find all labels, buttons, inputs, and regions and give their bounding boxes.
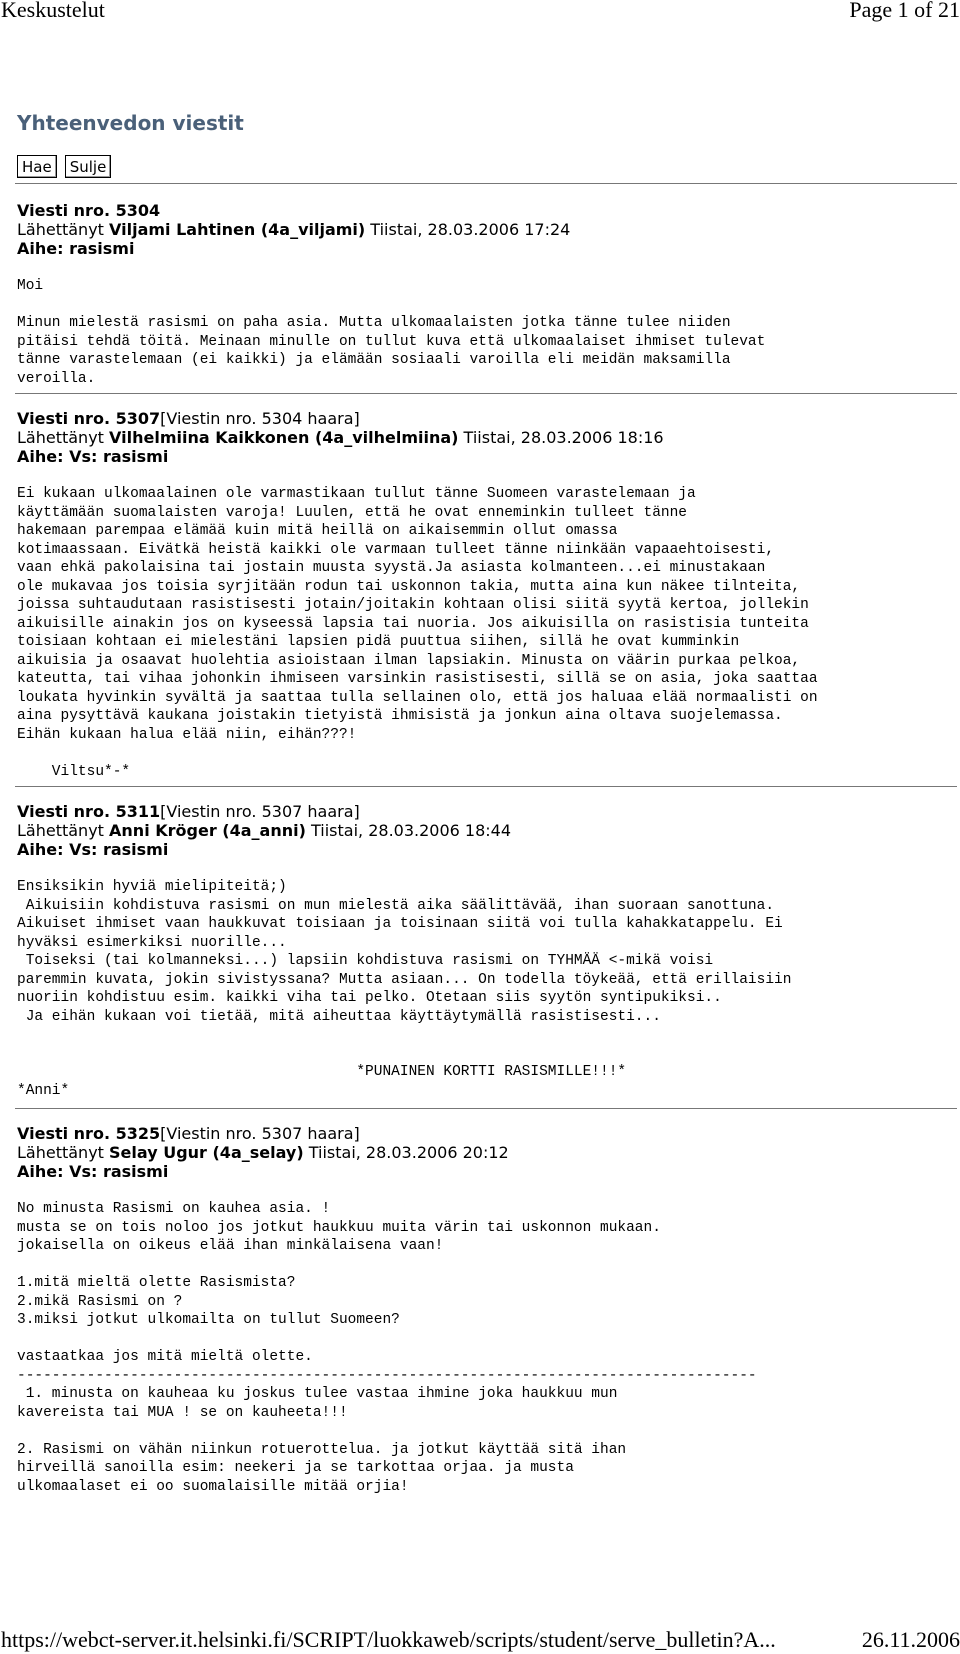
message-author: Viljami Lahtinen (4a_viljami) [109,220,366,239]
message-subject: Aihe: Vs: rasismi [17,447,169,466]
message-body: Ei kukaan ulkomaalainen ole varmastikaan tullut tänne Suomeen varastelemaan ja käyttämään suomalaisten varoja! Luulen, että he ovat enneminkin tulleet tänne hakemaan parempaa elämää kuin mitä heillä on aikaisemmin ollut omassa kotimaassaan. Eivätkä heistä kaikki ole varmaan tulleet tänne niinkään vapaaehtoisesti, vaan ehkä pakolaisina tai jostain muusta syystä.Ja asiasta kolmanteen...ei minustakaan ole mukavaa jos toisia syrjitään rodun tai uskonnon takia, mutta aina kun näkee tilnteita, joissa suhtaudutaan rasistisesti jotain/joitakin kohtaan olisi siitä syytä kertoa, jollekin aikuisille ainakin jos on kyseessä lapsia tai nuoria. Jos aikuisilla on rasistisia tunteita toisiaan kohtaan ei mielestäni lapsien pidä puuttua siihen, sillä he ovat kumminkin aikuisia ja osaavat huolehtia asioistaan ilman lapsiakin. Minusta on väärin purkaa pelkoa, kateutta, tai vihaa johonkin ihmiseen varsinkin rasistisesti, sillä se on asia, joka saattaa loukata hyvinkin syvältä ja saattaa tulla sellainen olo, että jos haluaa elää normaalisti on aina pysyttävä kaukana joistakin tietyistä ihmisistä ja jonkun aina oltava suojelemassa. Eihän kukaan halua elää niin, eihän???! Viltsu*-* [17,486,818,780]
message-subject: Aihe: Vs: rasismi [17,840,169,859]
message-sender: Lähettänyt Vilhelmiina Kaikkonen (4a_vilhelmiina) Tiistai, 28.03.2006 18:16 [17,428,664,447]
message-date: Tiistai, 28.03.2006 20:12 [303,1143,509,1162]
message-number: Viesti nro. 5325[Viestin nro. 5307 haara] [17,1124,360,1143]
message-body: No minusta Rasismi on kauhea asia. ! musta se on tois noloo jos jotkut haukkuu muita värin tai uskonnon mukaan. jokaisella on oikeus elää ihan minkälaisena vaan! 1.mitä mieltä olette Rasismista? 2.mikä Rasismi on ? 3.miksi jotkut ulkomailta on tullut Suomeen? vastaatkaa jos mitä mieltä olette. ------------------------------------------------------------------------------------- 1. minusta on kauheaa ku joskus tulee vastaa ihmine joka haukkuu mun kavereista tai MUA ! se on kauheeta!!! 2. Rasismi on vähän niinkun rotuerottelua. ja jotkut käyttää sitä ihan hirveillä sanoilla esim: neekeri ja se tarkottaa orjaa. ja musta ulkomaalaset ei oo suomalaisille mitää orjia! [17,1201,757,1495]
print-header-page: Page 1 of 21 [849,0,960,22]
print-header [0,0,960,22]
divider [15,393,957,394]
message-sender: Lähettänyt Selay Ugur (4a_selay) Tiistai, 28.03.2006 20:12 [17,1143,509,1162]
divider [15,183,957,184]
message-author: Selay Ugur (4a_selay) [109,1143,304,1162]
message-5304 [17,201,960,388]
main-content [17,108,960,1496]
close-button[interactable]: Sulje [65,155,112,178]
message-subject: Aihe: Vs: rasismi [17,1162,169,1181]
message-5307 [17,409,960,781]
message-5325 [17,1124,960,1496]
message-sender: Lähettänyt Anni Kröger (4a_anni) Tiistai, 28.03.2006 18:44 [17,821,512,840]
message-number: Viesti nro. 5304 [17,201,161,220]
button-row [17,155,960,179]
message-author: Anni Kröger (4a_anni) [109,821,306,840]
message-date: Tiistai, 28.03.2006 18:44 [305,821,512,840]
message-subject: Aihe: rasismi [17,239,135,258]
search-button[interactable]: Hae [17,155,57,178]
print-footer-url: https://webct-server.it.helsinki.fi/SCRIPT/luokkaweb/scripts/student/serve_bulletin?A... [1,1627,776,1652]
message-number: Viesti nro. 5311[Viestin nro. 5307 haara] [17,802,360,821]
divider [15,1108,957,1109]
message-date: Tiistai, 28.03.2006 17:24 [365,220,571,239]
message-sender: Lähettänyt Viljami Lahtinen (4a_viljami) Tiistai, 28.03.2006 17:24 [17,220,571,239]
divider [15,786,957,787]
message-number: Viesti nro. 5307[Viestin nro. 5304 haara] [17,409,360,428]
message-author: Vilhelmiina Kaikkonen (4a_vilhelmiina) [109,428,459,447]
print-footer [0,1628,960,1654]
message-body: Moi Minun mielestä rasismi on paha asia. Mutta ulkomaalaisten jotka tänne tulee niiden pitäisi tehdä töitä. Meinaan minulle on tullut kuva että ulkomaalaiset ihmiset tulevat tänne varastelemaan (ei kaikki) ja elämään sosiaali varoilla eli meidän maksamilla veroilla. [17,278,766,387]
message-date: Tiistai, 28.03.2006 18:16 [458,428,664,447]
page-title: Yhteenvedon viestit [17,111,244,135]
print-header-title: Keskustelut [1,0,105,22]
message-body: Ensiksikin hyviä mielipiteitä;) Aikuisiin kohdistuva rasismi on mun mielestä aika säälittävää, ihan suoraan sanottuna. Aikuiset ihmiset vaan haukkuvat toisiaan ja toisinaan siitä voi tulla kahakkatappelu. Ei hyväksi esimerkiksi nuorille... Toiseksi (tai kolmanneksi...) lapsiin kohdistuva rasismi on TYHMÄÄ <-mikä voisi paremmin kuvata, jokin sivistyssana? Mutta asiaan... On todella töykeää, että erillaisiin nuoriin kohdistuu esim. kaikki viha tai pelko. Otetaan siis syytön syntipukiksi.. Ja eihän kukaan voi tietää, mitä aiheuttaa käyttäytymällä rasistisesti... *PUNAINEN KORTTI RASISMILLE!!!* *Anni* [17,879,792,1099]
message-5311 [17,802,960,1100]
print-footer-date: 26.11.2006 [861,1627,960,1652]
